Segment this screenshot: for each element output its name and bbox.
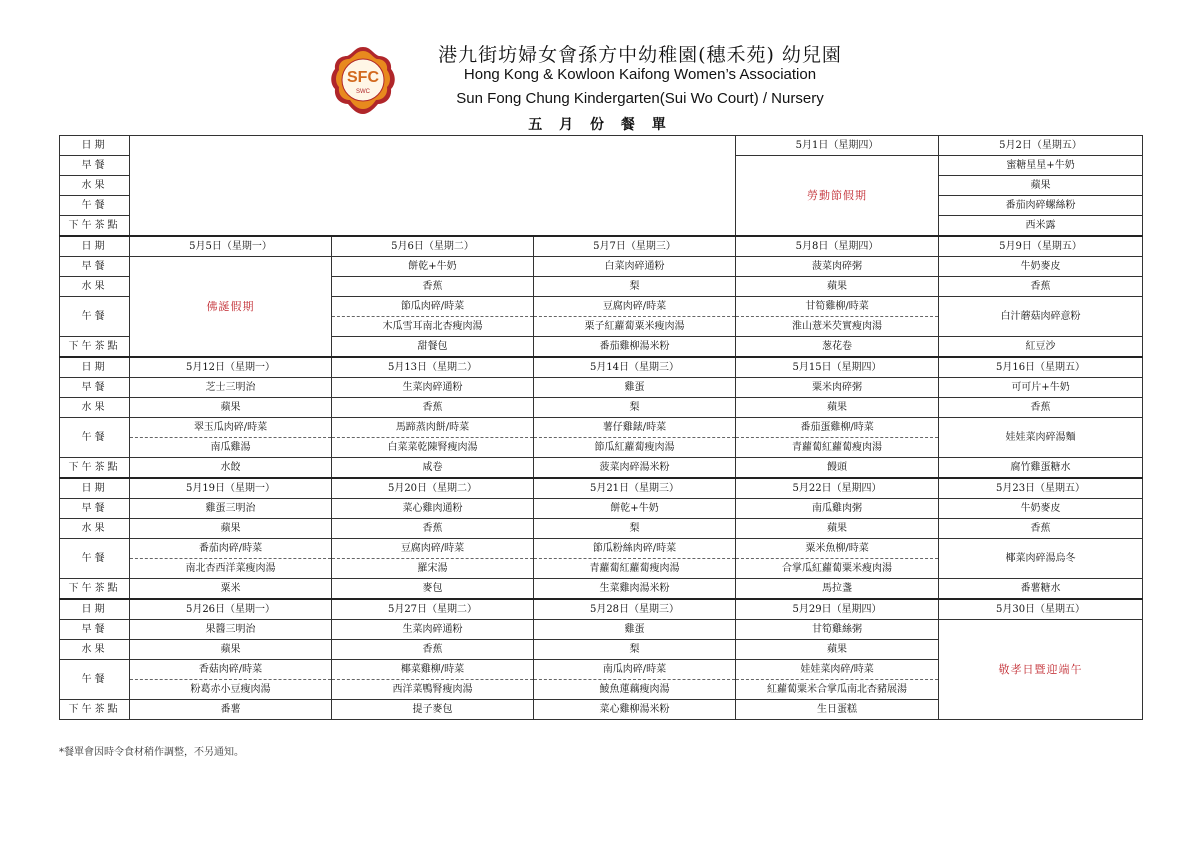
menu-cell: 葱花卷 <box>736 337 939 358</box>
svg-text:SWC: SWC <box>356 89 370 95</box>
menu-cell: 菠菜肉碎粥 <box>736 257 939 277</box>
date-cell: 5月29日（星期四） <box>736 599 939 620</box>
date-cell: 5月2日（星期五） <box>939 136 1143 156</box>
label-breakfast: 早餐 <box>60 257 130 277</box>
label-lunch: 午餐 <box>60 196 130 216</box>
week4-breakfast-row <box>60 499 1143 519</box>
label-fruit: 水果 <box>60 640 130 660</box>
menu-cell: 蘋果 <box>736 640 939 660</box>
menu-cell: 番薯糖水 <box>939 579 1143 600</box>
menu-cell: 白菜菜乾陳腎瘦肉湯 <box>332 438 534 458</box>
menu-cell: 粟米魚柳/時菜 <box>736 539 939 559</box>
date-cell: 5月20日（星期二） <box>332 478 534 499</box>
menu-cell: 番茄雞柳湯米粉 <box>534 337 736 358</box>
menu-cell: 蜜糖星星+牛奶 <box>939 156 1143 176</box>
menu-cell: 梨 <box>534 398 736 418</box>
date-cell: 5月15日（星期四） <box>736 357 939 378</box>
menu-cell: 甜餐包 <box>332 337 534 358</box>
label-date: 日期 <box>60 236 130 257</box>
date-cell: 5月23日（星期五） <box>939 478 1143 499</box>
week3-breakfast-row <box>60 378 1143 398</box>
date-cell: 5月30日（星期五） <box>939 599 1143 620</box>
label-breakfast: 早餐 <box>60 620 130 640</box>
holiday-cell: 佛誕假期 <box>130 257 332 358</box>
svg-text:SFC: SFC <box>347 69 379 86</box>
menu-cell: 栗子紅蘿蔔粟米瘦肉湯 <box>534 317 736 337</box>
date-cell: 5月1日（星期四） <box>736 136 939 156</box>
label-breakfast: 早餐 <box>60 156 130 176</box>
week3-snack-row <box>60 458 1143 479</box>
menu-cell: 白汁蘑菇肉碎意粉 <box>939 297 1143 337</box>
menu-cell: 節瓜紅蘿蔔瘦肉湯 <box>534 438 736 458</box>
label-snack: 下午茶點 <box>60 579 130 600</box>
menu-cell: 紅豆沙 <box>939 337 1143 358</box>
menu-cell: 豆腐肉碎/時菜 <box>534 297 736 317</box>
week4-date-row <box>60 478 1143 499</box>
menu-cell: 節瓜粉絲肉碎/時菜 <box>534 539 736 559</box>
menu-cell: 南北杏西洋菜瘦肉湯 <box>130 559 332 579</box>
menu-table <box>59 135 1143 720</box>
date-cell: 5月13日（星期二） <box>332 357 534 378</box>
menu-cell: 鯪魚蓮藕瘦肉湯 <box>534 680 736 700</box>
label-breakfast: 早餐 <box>60 499 130 519</box>
menu-cell: 南瓜雞肉粥 <box>736 499 939 519</box>
label-lunch: 午餐 <box>60 660 130 700</box>
school-name-zh: 港九街坊婦女會孫方中幼稚園(穗禾苑) 幼兒園 <box>438 44 842 66</box>
menu-cell: 豆腐肉碎/時菜 <box>332 539 534 559</box>
date-cell: 5月26日（星期一） <box>130 599 332 620</box>
menu-cell: 薯仔雞錶/時菜 <box>534 418 736 438</box>
menu-cell: 蘋果 <box>939 176 1143 196</box>
menu-cell: 雞蛋三明治 <box>130 499 332 519</box>
menu-cell: 生日蛋糕 <box>736 700 939 720</box>
menu-cell: 粉葛赤小豆瘦肉湯 <box>130 680 332 700</box>
menu-cell: 西米露 <box>939 216 1143 237</box>
label-snack: 下午茶點 <box>60 458 130 479</box>
menu-cell: 紅蘿蔔粟米合掌瓜南北杏豬展湯 <box>736 680 939 700</box>
menu-cell: 節瓜肉碎/時菜 <box>332 297 534 317</box>
date-cell: 5月8日（星期四） <box>736 236 939 257</box>
menu-cell: 芝士三明治 <box>130 378 332 398</box>
menu-cell: 淮山薏米芡實瘦肉湯 <box>736 317 939 337</box>
menu-cell: 麥包 <box>332 579 534 600</box>
label-date: 日期 <box>60 599 130 620</box>
date-cell: 5月7日（星期三） <box>534 236 736 257</box>
label-fruit: 水果 <box>60 519 130 539</box>
label-date: 日期 <box>60 357 130 378</box>
week1-date-row <box>60 136 1143 156</box>
menu-cell: 可可片+牛奶 <box>939 378 1143 398</box>
school-name-en-2: Sun Fong Chung Kindergarten(Sui Wo Court) / Nursery <box>456 90 824 107</box>
menu-cell: 翠玉瓜肉碎/時菜 <box>130 418 332 438</box>
menu-cell: 娃娃菜肉碎湯麵 <box>939 418 1143 458</box>
date-cell: 5月5日（星期一） <box>130 236 332 257</box>
menu-cell: 蘋果 <box>736 519 939 539</box>
menu-cell: 甘筍雞絲粥 <box>736 620 939 640</box>
week4-snack-row <box>60 579 1143 600</box>
menu-cell: 番茄肉碎/時菜 <box>130 539 332 559</box>
menu-cell: 番茄肉碎螺絲粉 <box>939 196 1143 216</box>
menu-cell: 梨 <box>534 519 736 539</box>
menu-cell: 番茄蛋雞柳/時菜 <box>736 418 939 438</box>
week4-fruit-row <box>60 519 1143 539</box>
menu-cell: 羅宋湯 <box>332 559 534 579</box>
menu-cell: 香蕉 <box>332 519 534 539</box>
empty-block <box>130 136 736 237</box>
menu-cell: 餅乾+牛奶 <box>534 499 736 519</box>
label-date: 日期 <box>60 478 130 499</box>
menu-cell: 生菜雞肉湯米粉 <box>534 579 736 600</box>
label-breakfast: 早餐 <box>60 378 130 398</box>
menu-cell: 香蕉 <box>332 398 534 418</box>
date-cell: 5月27日（星期二） <box>332 599 534 620</box>
menu-cell: 雞蛋 <box>534 378 736 398</box>
menu-cell: 蘋果 <box>130 398 332 418</box>
menu-cell: 饅頭 <box>736 458 939 479</box>
menu-cell: 生菜肉碎通粉 <box>332 378 534 398</box>
menu-cell: 香蕉 <box>332 277 534 297</box>
menu-cell: 牛奶麥皮 <box>939 257 1143 277</box>
menu-cell: 提子麥包 <box>332 700 534 720</box>
menu-cell: 牛奶麥皮 <box>939 499 1143 519</box>
date-cell: 5月12日（星期一） <box>130 357 332 378</box>
menu-cell: 娃娃菜肉碎/時菜 <box>736 660 939 680</box>
menu-cell: 菜心雞肉通粉 <box>332 499 534 519</box>
holiday-cell: 勞動節假期 <box>736 156 939 237</box>
label-snack: 下午茶點 <box>60 700 130 720</box>
date-cell: 5月21日（星期三） <box>534 478 736 499</box>
menu-cell: 菠菜肉碎湯米粉 <box>534 458 736 479</box>
menu-cell: 南瓜雞湯 <box>130 438 332 458</box>
label-lunch: 午餐 <box>60 297 130 337</box>
menu-cell: 蘋果 <box>130 519 332 539</box>
menu-cell: 生菜肉碎通粉 <box>332 620 534 640</box>
date-cell: 5月9日（星期五） <box>939 236 1143 257</box>
date-cell: 5月22日（星期四） <box>736 478 939 499</box>
menu-cell: 白菜肉碎通粉 <box>534 257 736 277</box>
menu-cell: 粟米肉碎粥 <box>736 378 939 398</box>
week3-date-row <box>60 357 1143 378</box>
menu-cell: 腐竹雞蛋糖水 <box>939 458 1143 479</box>
menu-cell: 果醬三明治 <box>130 620 332 640</box>
page-header <box>0 0 1200 135</box>
week5-breakfast-row <box>60 620 1143 640</box>
menu-cell: 香蕉 <box>939 519 1143 539</box>
menu-cell: 椰菜肉碎湯烏冬 <box>939 539 1143 579</box>
menu-cell: 番薯 <box>130 700 332 720</box>
menu-cell: 木瓜雪耳南北杏瘦肉湯 <box>332 317 534 337</box>
menu-cell: 粟米 <box>130 579 332 600</box>
menu-title: 五 月 份 餐 單 <box>528 117 672 133</box>
school-name-en-1: Hong Kong & Kowloon Kaifong Women’s Association <box>463 66 817 83</box>
menu-cell: 菜心雞柳湯米粉 <box>534 700 736 720</box>
menu-cell: 馬拉盞 <box>736 579 939 600</box>
menu-cell: 雞蛋 <box>534 620 736 640</box>
label-snack: 下午茶點 <box>60 337 130 358</box>
week2-date-row <box>60 236 1143 257</box>
menu-cell: 椰菜雞柳/時菜 <box>332 660 534 680</box>
menu-cell: 南瓜肉碎/時菜 <box>534 660 736 680</box>
menu-cell: 香蕉 <box>939 398 1143 418</box>
week3-fruit-row <box>60 398 1143 418</box>
holiday-cell: 敬孝日暨迎端午 <box>939 620 1143 720</box>
week5-date-row <box>60 599 1143 620</box>
menu-cell: 餅乾+牛奶 <box>332 257 534 277</box>
date-cell: 5月6日（星期二） <box>332 236 534 257</box>
date-cell: 5月16日（星期五） <box>939 357 1143 378</box>
label-snack: 下午茶點 <box>60 216 130 237</box>
footnote: *餐單會因時令食材稍作調整，不另通知。 <box>59 747 244 758</box>
label-date: 日期 <box>60 136 130 156</box>
menu-cell: 合掌瓜紅蘿蔔粟米瘦肉湯 <box>736 559 939 579</box>
menu-cell: 蘋果 <box>736 398 939 418</box>
label-lunch: 午餐 <box>60 418 130 458</box>
week4-lunch-row <box>60 539 1143 559</box>
menu-cell: 甘筍雞柳/時菜 <box>736 297 939 317</box>
menu-cell: 梨 <box>534 640 736 660</box>
date-cell: 5月19日（星期一） <box>130 478 332 499</box>
menu-cell: 咸卷 <box>332 458 534 479</box>
menu-cell: 西洋菜鴨腎瘦肉湯 <box>332 680 534 700</box>
week3-lunch-row <box>60 418 1143 438</box>
label-lunch: 午餐 <box>60 539 130 579</box>
menu-cell: 香蕉 <box>332 640 534 660</box>
menu-cell: 馬蹄蒸肉餅/時菜 <box>332 418 534 438</box>
menu-cell: 蘋果 <box>130 640 332 660</box>
date-cell: 5月28日（星期三） <box>534 599 736 620</box>
label-fruit: 水果 <box>60 398 130 418</box>
menu-cell: 香菇肉碎/時菜 <box>130 660 332 680</box>
label-fruit: 水果 <box>60 277 130 297</box>
school-logo-icon <box>326 44 400 118</box>
menu-cell: 青蘿蔔紅蘿蔔瘦肉湯 <box>534 559 736 579</box>
week2-breakfast-row <box>60 257 1143 277</box>
menu-cell: 青蘿蔔紅蘿蔔瘦肉湯 <box>736 438 939 458</box>
label-fruit: 水果 <box>60 176 130 196</box>
menu-cell: 蘋果 <box>736 277 939 297</box>
menu-cell: 梨 <box>534 277 736 297</box>
date-cell: 5月14日（星期三） <box>534 357 736 378</box>
menu-cell: 香蕉 <box>939 277 1143 297</box>
menu-cell: 水餃 <box>130 458 332 479</box>
